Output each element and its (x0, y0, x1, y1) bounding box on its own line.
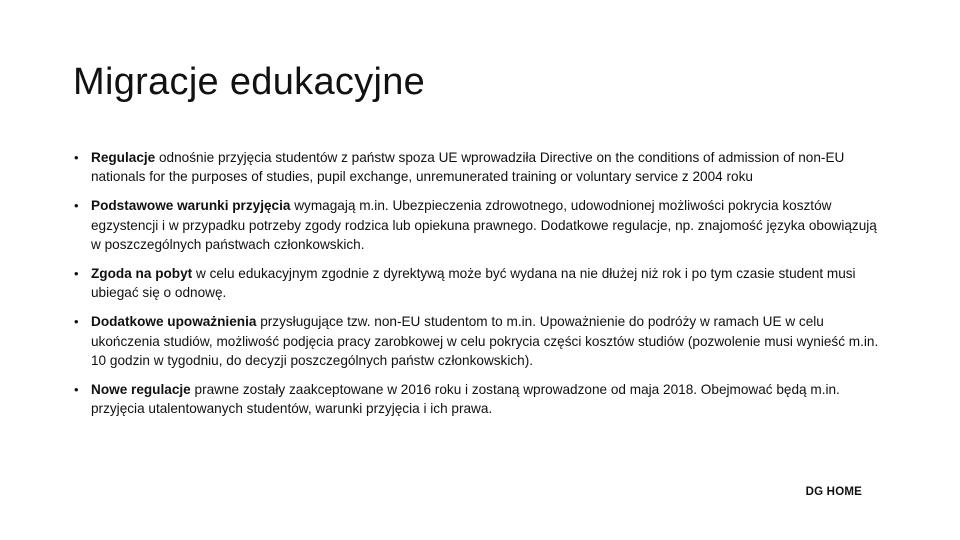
bullet-bold-lead: Nowe regulacje (91, 382, 191, 398)
bullet-bold-lead: Zgoda na pobyt (91, 266, 193, 282)
bullet-item (74, 196, 884, 254)
bullet-marker: • (74, 150, 79, 165)
bullet-text: przysługujące tzw. non-EU studentom to m.in. Upoważnienie do podróży w ramach UE w celu ukończenia studiów, możliwość podjęcia pracy zarobkowej w celu pokrycia części kosztów studiów (pozwolenie musi wynieść m.in. 10 godzin w tygodniu, do decyzji poszczególnych państw członkowskich). (91, 314, 879, 368)
bullet-item (74, 312, 884, 370)
bullet-item (74, 264, 884, 302)
bullet-text: odnośnie przyjęcia studentów z państw spoza UE wprowadziła Directive on the conditions of admission of non-EU nationals for the purposes of studies, pupil exchange, unremunerated training or voluntary service z 2004 roku (91, 150, 845, 185)
bullet-text: w celu edukacyjnym zgodnie z dyrektywą może być wydana na nie dłużej niż rok i po tym czasie student musi ubiegać się o odnowę. (91, 266, 856, 301)
bullet-marker: • (74, 266, 79, 282)
bullet-item (74, 148, 884, 186)
bullet-bold-lead: Podstawowe warunki przyjęcia (91, 198, 291, 214)
bullet-marker: • (74, 382, 79, 398)
bullet-bold-lead: Dodatkowe upoważnienia (91, 314, 257, 330)
bullet-text: wymagają m.in. Ubezpieczenia zdrowotnego, udowodnionej możliwości pokrycia kosztów egzystencji i w przypadku potrzeby zgody rodzica lub opiekuna prawnego. Dodatkowe regulacje, np. znajomość języka obowiązują w poszczególnych państwach członkowskich. (91, 198, 877, 252)
bullet-list (74, 148, 884, 428)
footer-source-label: DG HOME (805, 486, 862, 498)
bullet-bold-lead: Regulacje (91, 150, 156, 165)
bullet-marker: • (74, 314, 79, 330)
bullet-item (74, 380, 884, 418)
slide-title: Migracje edukacyjne (73, 61, 426, 103)
bullet-marker: • (74, 198, 79, 214)
bullet-text: prawne zostały zaakceptowane w 2016 roku i zostaną wprowadzone od maja 2018. Obejmować będą m.in. przyjęcia utalentowanych studentów, warunki przyjęcia i ich prawa. (91, 382, 840, 417)
